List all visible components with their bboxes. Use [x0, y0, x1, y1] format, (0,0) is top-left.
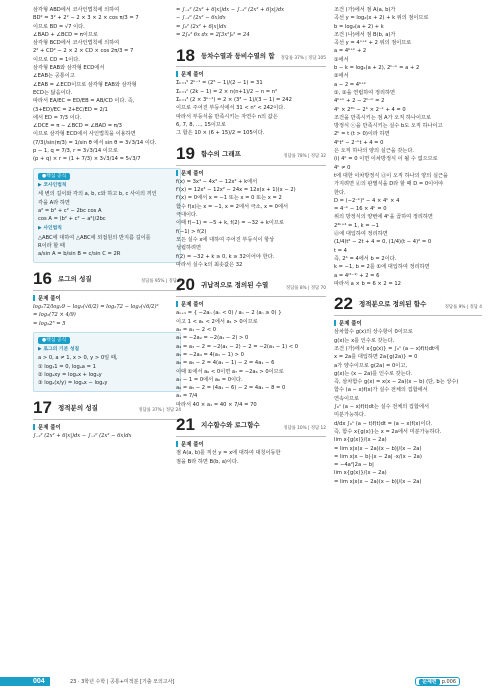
solution-line: 즉, 함수 x{g(x)}는 x = 2a에서 미분가능하다.	[334, 428, 442, 435]
question-meta: 정답률 37% | 정답 24	[138, 408, 181, 414]
solution-line: aₙ₊₁ = { −2aₙ (aₙ < 0) / aₙ − 2 (aₙ ≥ 0) }	[176, 310, 282, 317]
solution-line: k = −1, b = 2를 ①에 대입하여 정리하면	[334, 264, 430, 271]
column-2	[176, 6, 326, 466]
solution-line: g(x)는 (x − 2a)를 인수로 갖는다.	[334, 370, 413, 377]
solution-line: (3+ED)/EC = 2+EC/ED = 2/1	[33, 106, 108, 113]
problem-page-link[interactable]	[415, 677, 460, 686]
solution-line: x = 2a를 대입하면 2a{g(2a)} = 0	[334, 354, 418, 361]
solution-line: ⓓ에 대입하여 정리하면	[334, 231, 388, 238]
formula-line: △ABC에 대하여 △ABC에 외접원의 반지름 길이를	[38, 234, 151, 241]
question-meta: 정답률 95% | 정답 5	[141, 279, 181, 285]
solution-line: 점을 B라 하면 B(b, a)이다.	[176, 458, 239, 465]
question-19-header	[176, 144, 326, 166]
formula-title: ▶ 사인법칙	[38, 226, 62, 232]
solution-line: 4ᵏ ≠ 0	[334, 164, 351, 171]
solution-line: ③ logₐ(x/y) = logₐx − logₐy	[38, 380, 108, 387]
solution-heading: 문제 풀이	[33, 424, 181, 432]
problem-page-label: 문제편	[419, 679, 440, 685]
question-number: 18	[176, 45, 195, 65]
solution-line: 연속이므로	[334, 395, 360, 402]
solution-line: 삼각형 EAB와 삼각형 ECD에서	[33, 65, 105, 72]
solution-line: ②에서	[334, 73, 349, 80]
formula-line: a² = b² + c² − 2bc cos A	[38, 207, 102, 214]
solution-line: 2⁴ᵏ⁺⁴ = 1, k = −1	[334, 222, 379, 229]
question-number: 21	[176, 415, 195, 435]
solution-line: a − 2 = 4ᵇ⁺ᵏ	[334, 81, 367, 88]
solution-heading: 문제 풀이	[334, 320, 482, 328]
formula-title: ▶ 로그의 기본 성질	[38, 347, 80, 353]
solution-line: 점 A(a, b)를 직선 y = x에 대하여 대칭이동한	[176, 450, 281, 457]
solution-line: 6, 7, 8, …, 15이므로	[176, 121, 226, 128]
solution-line: f(−1) > f(2)	[176, 228, 207, 235]
solution-heading: 문제 풀이	[176, 170, 326, 178]
solution-line: ∫₋₂² (2x² + 6|x|)dx − ∫₋₂⁰ (2x² − 6x)dx	[33, 432, 132, 439]
solution-line: = log₂2⁵ = 5	[33, 320, 66, 327]
solution-line: Σₖ₌₁ⁿ (2k − 1) = 2 × n(n+1)/2 − n = n²	[176, 88, 278, 95]
question-22-header	[334, 294, 482, 316]
column-1	[33, 6, 181, 440]
solution-line: 미분가능하다.	[334, 412, 366, 419]
solution-heading: 문제 풀이	[176, 71, 326, 79]
solution-line: = lim x|x − b|·|x − 2a| ·x/(x − 2a)	[334, 453, 422, 460]
problem-page-number: p.006	[441, 679, 456, 685]
question-number: 17	[33, 397, 52, 417]
page-number: 004	[0, 677, 50, 686]
solution-line: 따라서 부등식을 만족시키는 자연수 n의 값은	[176, 113, 278, 120]
solution-line: p − 1, q = 7/3, r = 3√3/14 이므로	[33, 148, 118, 155]
solution-line: 가지려면 ⓓ의 판별식을 D라 할 때 D = 0이어야	[334, 181, 444, 188]
solution-line: 삼각형 ABD에서 코사인법칙에 의하여	[33, 7, 120, 13]
solution-line: log₂72/log₂9 − log₂(√6/2) = log₂72 − log₂(√6/2)²	[33, 303, 159, 310]
solution-line: ECD는 닮음이다.	[33, 89, 73, 96]
solution-line: 이때 f(−1) = −5 + k, f(2) = −32 + k이므로	[176, 220, 284, 227]
question-meta: 정답률 9% | 정답 4	[444, 304, 482, 310]
solution-line: ∫₀ˣ (a − x)f(t)dt는 실수 전체의 집합에서	[334, 404, 429, 411]
solution-line: 이고 1 < a₁ < 2에서 a₁ > 0이므로	[176, 318, 258, 325]
question-20-header	[176, 275, 326, 297]
solution-line: Σₖ₌₁³ (2 × 3ᵏ⁻¹) = 2 × (3³ − 1)/(3 − 1) = 242	[176, 97, 292, 104]
solution-line: 그 합은 10 × (6 + 15)/2 = 105이다.	[176, 130, 265, 137]
solution-line: 4ᵏ × 2²ᵇ − 2ᵇ × 2⁻ᵏ + 4 = 0	[334, 106, 406, 113]
formula-box-16	[33, 332, 181, 392]
solution-heading: 문제 풀이	[33, 295, 181, 303]
solution-16	[33, 303, 181, 328]
solution-line: = ∫₋₂² (2x² + 6|x|)dx − ∫₋₂⁰ (2x² + 6|x|)dx	[176, 7, 285, 13]
solution-line: a₁ = 7/4	[176, 393, 198, 400]
solution-line: a₃ = −2a₂ = −2(a₁ − 2) > 0	[176, 335, 249, 342]
solution-line: 조건 (나)에서 점 B(b, a)가	[334, 31, 396, 38]
solution-19	[176, 178, 326, 269]
solution-17-continued	[176, 6, 326, 39]
solution-line: 성립하려면	[176, 245, 202, 252]
solution-15-continued	[33, 6, 181, 164]
solution-line: 곡선 y = log₂(x + 2) + k 위의 점이므로	[334, 15, 429, 22]
solution-20	[176, 309, 326, 409]
book-title: 23 · 3학년 수학 | 공통+미적분 [기출 모의고사]	[70, 679, 175, 685]
solution-heading: 문제 풀이	[176, 301, 326, 309]
solution-line: a₇ − 1 = 0에서 a₆ = 0이다.	[176, 376, 243, 383]
solution-line: 즉, 삼차함수 g(x) = x(x − 2a)(x − b) (단, b는 상수)	[334, 379, 459, 386]
solution-line: lim x{g(x)}/(x − 2a)	[334, 437, 387, 444]
solution-line: a₆ = a₅ − 2 = 4(a₁ − 1) − 2 = 4a₁ − 6	[176, 360, 275, 367]
solution-line: 4ᵏt² − 2⁻ᵏt + 4 = 0	[334, 139, 384, 146]
solution-line: 조건을 만족시키는 점 A가 오직 하나이므로	[334, 114, 431, 121]
solution-line: 따라서 40 × a₁ = 40 × 7/4 = 70	[176, 401, 257, 408]
solution-line: 삼차함수 g(x)의 상수항이 0이므로	[334, 329, 413, 336]
solution-18	[176, 79, 326, 137]
solution-line: Σₖ₌₁⁵ 2ᵏ⁻¹ = (2⁵ − 1)/(2 − 1) = 31	[176, 80, 263, 87]
formula-line: 세 변의 길이와 각의 a, b, c와 하고 b, c 사이의 끼인	[38, 191, 157, 198]
solution-line: 이때 ①에서 a₆ < 0이면 a₇ = −2a₆ > 0이므로	[176, 368, 284, 375]
solution-line: b − k = log₂(a + 2), 2ᵇ⁻ᵏ = a + 2	[334, 65, 420, 72]
solution-line: 조건 (가)에서 x{g(x)} = ∫₀ˣ (a − x)f(t)dt에	[334, 345, 440, 352]
solution-line: (p + q) × r = (1 + 7/3) × 3√3/14 = 5√3/7	[33, 156, 141, 163]
question-title: 지수함수와 로그함수	[201, 421, 260, 430]
solution-line: ①, ②을 연립하여 정리하면	[334, 89, 395, 96]
solution-line: 이므로 BD = √7 이다.	[33, 23, 85, 30]
solution-line: ∠DCE = π − ∠BCD = ∠BAD = π/3	[33, 123, 122, 130]
question-title: 귀납적으로 정의된 수열	[201, 281, 269, 290]
solution-line: d/dx ∫₀ˣ (a − t)f(t)dt = (a − x)f(x)이다.	[334, 420, 433, 427]
solution-line: a > 0, a ≠ 1, x > 0, y > 0일 때,	[38, 355, 118, 362]
solution-line: f′(x) = 0에서 x = −1 또는 x = 0 또는 x = 2	[176, 195, 282, 202]
solution-line: 이므로 CD = 1이다.	[33, 56, 80, 63]
solution-line: a₂ = a₁ − 2 < 0	[176, 327, 217, 334]
solution-21-continued	[334, 6, 482, 288]
solution-line: 2² + CD² − 2 × 2 × CD × cos 2π/3 = 7	[33, 48, 134, 55]
solution-line: lim x{g(x)}/(x − 2a)	[334, 470, 387, 477]
solution-heading: 문제 풀이	[176, 441, 326, 449]
solution-line: 함수 (a − x)f(x)가 실수 전체의 집합에서	[334, 387, 428, 394]
solution-line: 한다.	[334, 189, 346, 196]
solution-line: 함수 f(x)는 x = −1, x = 2에서 극소, x = 0에서	[176, 203, 288, 210]
formula-line: cos A = (b² + c² − a²)/2bc	[38, 216, 106, 223]
question-title: 정적분의 성질	[58, 403, 98, 412]
solution-line: t에 대한 이차방정식 ⓓ이 오직 하나의 양의 실근을	[334, 172, 448, 179]
solution-line: 따라서 실수 k의 최솟값은 32	[176, 261, 243, 268]
solution-line: 극대이다.	[176, 212, 198, 219]
solution-line: = log₂(72 × 4/9)	[33, 312, 76, 319]
solution-line: ① log₁1 = 0, logₐa = 1	[38, 363, 96, 370]
solution-line: = lim x|x(x − 2a)(x − b)|/(x − 2a)	[334, 445, 422, 452]
solution-line: 에서 ED = 7/3 이다.	[33, 114, 82, 121]
solution-line: ①에서	[334, 56, 349, 63]
solution-line: (i) 4ᵏ = 0 이면 이차방정식 이 될 수 없으므로	[334, 156, 438, 163]
formula-box-header: ●핵심 공식	[38, 173, 70, 180]
formula-title: ▶ 코사인법칙	[38, 182, 67, 188]
solution-line: 은 오직 하나의 양의 실근을 갖는다.	[334, 148, 415, 155]
solution-line: = lim x|x(x − 2a)(x − b)|/(x − 2a)	[334, 478, 422, 485]
solution-line: (7/3)/sin(π/3) = 1/sin θ 에서 sin θ = 3√3/14 이다.	[33, 139, 157, 146]
solution-line: f′(x) = 12x³ − 12x² − 24x = 12x(x + 1)(x − 2)	[176, 187, 296, 194]
solution-line: = ∫₀² (2x² + 6|x|)dx	[176, 23, 227, 30]
question-title: 함수의 그래프	[201, 149, 241, 158]
solution-line: ② logₐxy = logₐx + logₐy	[38, 371, 102, 378]
solution-line: 이므로 주어진 부등식에서 31 < n² < 242이다.	[176, 105, 285, 112]
question-title: 로그의 성질	[58, 274, 92, 283]
question-number: 20	[176, 275, 195, 295]
solution-line: BD² = 3² + 2² − 2 × 3 × 2 × cos π/3 = 7	[33, 15, 139, 22]
solution-line: 방정식 ⓒ을 만족시키는 실수 b도 오직 하나이고	[334, 123, 443, 130]
question-21-header	[176, 415, 326, 437]
solution-line: f(2) = −32 + k ≥ 0, k ≥ 32이어야 한다.	[176, 253, 275, 260]
formula-line: a/sin A = b/sin B = c/sin C = 2R	[38, 251, 121, 258]
solution-line: 2ᵇ = t (t > 0)이라 하면	[334, 131, 390, 138]
solution-line: a = 4⁽²⁻¹⁾ + 2 = 6	[334, 272, 380, 279]
solution-line: = −4a²|2a − b|	[334, 462, 374, 469]
solution-line: D = (−2⁻ᵏ)² − 4 × 4ᵏ × 4	[334, 197, 400, 204]
formula-box-header: ●핵심 공식	[38, 337, 70, 344]
solution-line: a₄ = a₃ − 2 = −2(a₁ − 2) − 2 = −2(a₁ − 1) < 0	[176, 343, 299, 350]
question-meta: 정답률 78% | 정답 32	[283, 154, 326, 160]
solution-line: a₆ = a₅ − 2 = (4a₁ − 6) − 2 = 4a₁ − 8 = 0	[176, 385, 286, 392]
page-footer	[0, 674, 500, 688]
solution-line: a가 양수이므로 g(2a) = 0이고,	[334, 362, 407, 369]
question-meta: 정답률 37% | 정답 105	[280, 55, 326, 61]
solution-line: 위의 방정식의 양변에 4ᵏ을 곱하여 정리하면	[334, 214, 433, 221]
question-title: 등차수열과 등비수열의 합	[201, 51, 275, 60]
solution-line: 모든 실수 x에 대하여 주어진 부등식이 항상	[176, 236, 275, 243]
solution-line: 따라서 a × b = 6 × 2 = 12	[334, 280, 401, 287]
solution-line: 곡선 y = 4ˣ⁺ᵏ + 2 위의 점이므로	[334, 40, 412, 47]
formula-box	[33, 168, 181, 263]
question-title: 정적분으로 정의된 함수	[359, 300, 427, 309]
solution-line: 이므로 삼각형 ECD에서 사인법칙을 이용하면	[33, 131, 136, 138]
solution-line: = 2∫₀² 6x dx = 2[3x²]₀² = 24	[176, 31, 250, 38]
question-16-header	[33, 269, 181, 291]
solution-line: (1/4)t² − 2t + 4 = 0, (1/4)(t − 4)² = 0	[334, 239, 432, 246]
column-3	[334, 6, 482, 486]
solution-line: ∠BAD + ∠BCD = π이므로	[33, 31, 98, 38]
question-meta: 정답률 8% | 정답 70	[286, 285, 326, 291]
solution-line: ∠EAB는 공통이고	[33, 73, 75, 80]
solution-line: 조건 (가)에서 점 A(a, b)가	[334, 7, 396, 13]
solution-line: g(x)는 x를 인수로 갖는다.	[334, 337, 395, 344]
formula-line: 각을 A라 하면	[38, 199, 70, 206]
solution-21	[176, 449, 326, 466]
solution-line: 따라서 EA/EC = ED/EB = AB/CD 이다. 즉,	[33, 98, 135, 105]
question-number: 22	[334, 294, 353, 314]
solution-line: 삼각형 BCD에서 코사인법칙에 의하여	[33, 40, 120, 47]
solution-line: f(x) = 3x⁴ − 4x³ − 12x² + k에서	[176, 178, 258, 185]
question-number: 19	[176, 143, 195, 163]
question-number: 16	[33, 268, 52, 288]
solution-line: = 4⁻ᵏ − 16 × 4ᵏ = 0	[334, 206, 387, 213]
solution-line: a₅ = −2a₄ = 4(a₁ − 1) > 0	[176, 351, 244, 358]
solution-line: a = 4ᵇ⁺ᵏ + 2	[334, 48, 367, 55]
formula-line: R이라 할 때	[38, 243, 65, 250]
solution-line: − ∫₋₂⁰ (2x² − 6x)dx	[176, 15, 226, 22]
question-18-header	[176, 45, 326, 67]
question-17-header	[33, 398, 181, 420]
solution-line: t = 4	[334, 247, 347, 254]
solution-line: ∠EAB = ∠ECD이므로 삼각형 EAB와 삼각형	[33, 81, 137, 88]
solution-line: b = log₂(a + 2) + k	[334, 23, 384, 30]
solution-22	[334, 328, 482, 486]
question-meta: 정답률 10% | 정답 12	[283, 425, 326, 431]
solution-line: 즉, 2ᵇ = 4에서 b = 2이다.	[334, 255, 397, 262]
solution-17	[33, 432, 181, 440]
solution-line: 4ᵇ⁺ᵏ + 2 − 2ᵇ⁻ᵏ = 2	[334, 98, 385, 105]
